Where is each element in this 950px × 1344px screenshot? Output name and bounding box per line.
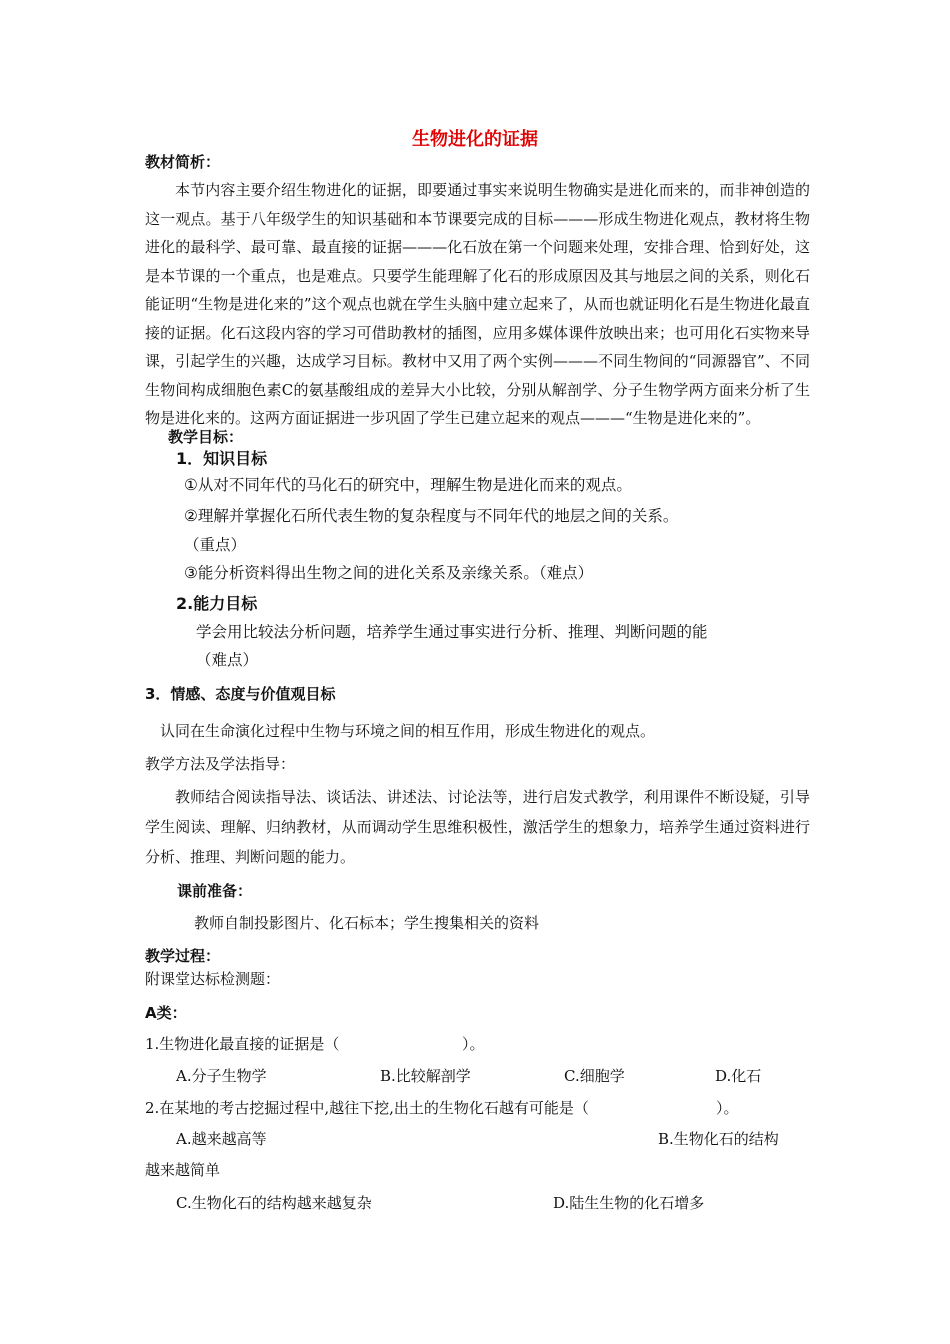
question-1-option-d: D.化石 (715, 1067, 762, 1085)
question-1-option-c: C.细胞学 (564, 1067, 625, 1085)
question-1-close: ）。 (462, 1035, 485, 1053)
question-2-option-a: A.越来越高等 (176, 1130, 267, 1148)
methods-heading: 教学方法及学法指导： (145, 755, 296, 773)
page-title: 生物进化的证据 (412, 129, 538, 150)
analysis-heading: 教材简析： (145, 153, 221, 171)
ability-objective-note: （难点） (196, 651, 259, 669)
question-1-option-b: B.比较解剖学 (380, 1067, 471, 1085)
emotion-objective-text: 认同在生命演化过程中生物与环境之间的相互作用，形成生物进化的观点。 (160, 722, 656, 740)
question-2-option-d: D.陆生生物的化石增多 (553, 1194, 705, 1212)
knowledge-item-2-note: （重点） (184, 536, 247, 554)
knowledge-objective-heading: 1．知识目标 (176, 449, 268, 468)
question-1-option-a: A.分子生物学 (176, 1067, 267, 1085)
knowledge-item-1: ①从对不同年代的马化石的研究中，理解生物是进化而来的观点。 (184, 476, 632, 494)
analysis-paragraph: 本节内容主要介绍生物进化的证据，即要通过事实来说明生物确实是进化而来的，而非神创造的这一观点。基于八年级学生的知识基础和本节课要完成的目标———形成生物进化观点，教材将生物进化的最科学、最可靠、最直接的证据———化石放在第一个问题来处理，安排合理、恰到好处，这是本节课的一个重点，也是难点。只要学生能理解了化石的形成原因及其与地层之间的关系，则化石能证明“生物是进化来的”这个观点也就在学生头脑中建立起来了，从而也就证明化石是生物进化最直接的证据。化石这段内容的学习可借助教材的插图，应用多媒体课件放映出来；也可用化石实物来导课，引起学生的兴趣，达成学习目标。教材中又用了两个实例———不同生物间的“同源器官”、不同生物间构成细胞色素C的氨基酸组成的差异大小比较，分别从解剖学、分子生物学两方面来分析了生物是进化来的。这两方面证据进一步巩固了学生已建立起来的观点———“生物是进化来的”。 (145, 181, 810, 427)
ability-objective-text: 学会用比较法分析问题，培养学生通过事实进行分析、推理、判断问题的能 (196, 623, 708, 641)
ability-objective-heading: 2.能力目标 (176, 594, 258, 613)
question-2-stem: 2.在某地的考古挖掘过程中,越往下挖,出土的生物化石越有可能是（ (145, 1099, 589, 1117)
process-subheading: 附课堂达标检测题： (145, 970, 281, 988)
methods-paragraph: 教师结合阅读指导法、谈话法、讲述法、讨论法等，进行启发式教学，利用课件不断设疑，引导学生阅读、理解、归纳教材，从而调动学生思维积极性，激活学生的想象力，培养学生通过资料进行分析、推理、判断问题的能力。 (145, 788, 810, 866)
question-2-option-b-continued: 越来越简单 (145, 1161, 221, 1179)
prep-text: 教师自制投影图片、化石标本；学生搜集相关的资料 (194, 914, 540, 932)
knowledge-item-3: ③能分析资料得出生物之间的进化关系及亲缘关系。（难点） (184, 564, 594, 582)
prep-heading: 课前准备： (177, 882, 253, 900)
objectives-heading: 教学目标： (168, 428, 244, 446)
quiz-group-a: A类： (145, 1004, 187, 1022)
question-2-close: ）。 (716, 1099, 739, 1117)
question-1-stem: 1.生物进化最直接的证据是（ (145, 1035, 340, 1053)
process-heading: 教学过程： (145, 947, 221, 965)
question-2-option-c: C.生物化石的结构越来越复杂 (176, 1194, 372, 1212)
knowledge-item-2: ②理解并掌握化石所代表生物的复杂程度与不同年代的地层之间的关系。 (184, 507, 679, 525)
question-2-option-b: B.生物化石的结构 (658, 1130, 779, 1148)
emotion-objective-heading: 3．情感、态度与价值观目标 (145, 685, 336, 703)
